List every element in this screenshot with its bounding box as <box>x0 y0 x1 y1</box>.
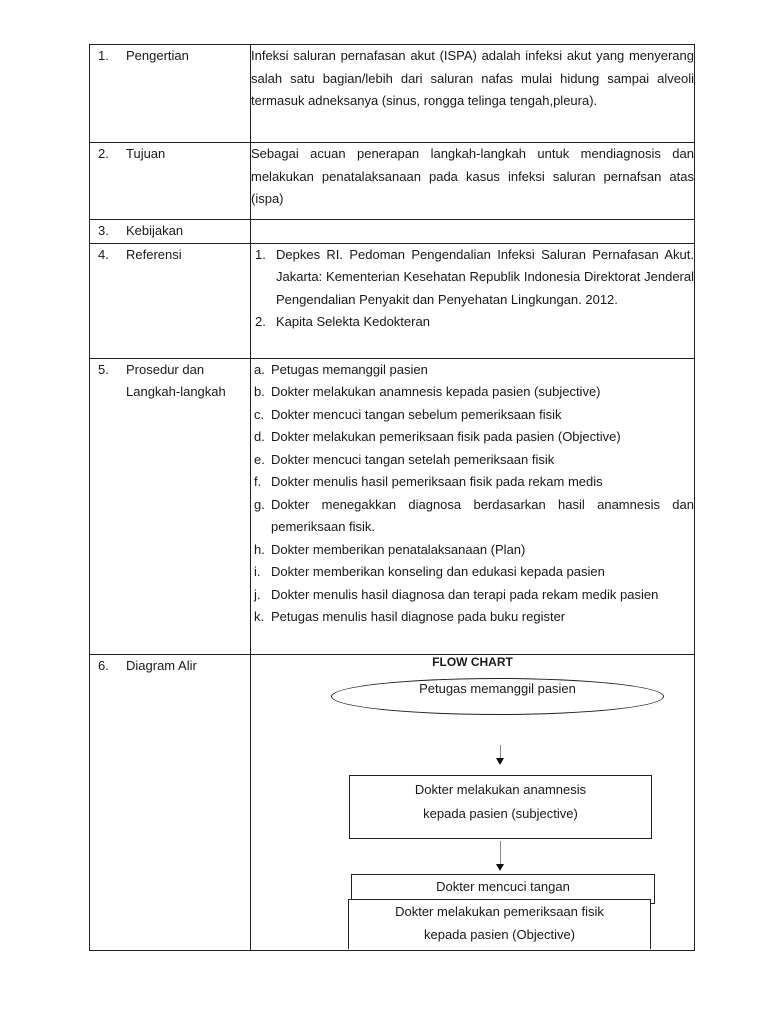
step-letter: g. <box>254 496 265 512</box>
step-text: Dokter melakukan anamnesis kepada pasien (subjective) <box>271 384 601 399</box>
step-text: Dokter melakukan pemeriksaan fisik pada pasien (Objective) <box>271 429 621 444</box>
list-item <box>253 584 694 607</box>
list-item <box>253 606 694 629</box>
flow-arrow-down-icon <box>496 841 506 871</box>
row-number: 2. <box>98 146 109 161</box>
row-label-cell <box>90 143 251 220</box>
reference-text: Kapita Selekta Kedokteran <box>276 314 430 329</box>
step-letter: h. <box>254 541 265 557</box>
step-letter: i. <box>254 564 261 579</box>
row-label-cell <box>90 654 251 950</box>
step-text: Petugas menulis hasil diagnose pada buku register <box>271 609 566 624</box>
flowchart-start-oval: Petugas memanggil pasien <box>331 678 664 715</box>
sop-table <box>89 44 695 951</box>
tujuan-text: Sebagai acuan penerapan langkah-langkah untuk mendiagnosis dan melakukan penatalaksanaan pada kasus infeksi saluran pernafsan atas (ispa) <box>251 143 695 220</box>
flow-arrow-down-icon <box>496 745 506 765</box>
referensi-cell <box>251 243 695 358</box>
list-number: 2. <box>255 314 266 329</box>
row-label: Referensi <box>126 246 182 262</box>
step-letter: c. <box>254 406 265 422</box>
list-item <box>251 311 694 334</box>
kebijakan-text <box>251 220 695 244</box>
flowchart-cell <box>251 654 695 950</box>
prosedur-cell <box>251 358 695 654</box>
row-label: Tujuan <box>126 146 166 161</box>
step-text: Dokter menulis hasil pemeriksaan fisik pada rekam medis <box>271 474 603 489</box>
list-item <box>253 426 694 449</box>
step-letter: j. <box>254 586 261 602</box>
pengertian-text: Infeksi saluran pernafasan akut (ISPA) adalah infeksi akut yang menyerang salah satu bagian/lebih dari saluran nafas mulai hidung sampai alveoli termasuk adneksanya (sinus, rongga telinga tengah,pleura). <box>251 45 695 143</box>
row-label-cell <box>90 220 251 244</box>
flowchart-step-anamnesis <box>349 775 652 839</box>
row-label-cell <box>90 358 251 654</box>
step-text: Dokter menegakkan diagnosa berdasarkan hasil anamnesis dan pemeriksaan fisik. <box>271 496 694 534</box>
step-letter: a. <box>254 361 265 377</box>
step-text: Dokter mencuci tangan setelah pemeriksaan fisik <box>271 451 555 467</box>
row-label: Kebijakan <box>126 223 184 238</box>
reference-text: Depkes RI. Pedoman Pengendalian Infeksi Saluran Pernafasan Akut. Jakarta: Kementerian Kesehatan Republik Indonesia Direktorat Jenderal Pengendalian Penyakit dan Penyehatan Lingkungan. 2012. <box>276 246 694 307</box>
row-number: 4. <box>98 246 109 262</box>
step-letter: d. <box>254 429 265 444</box>
list-number: 1. <box>255 246 266 262</box>
step-text: Dokter memberikan konseling dan edukasi kepada pasien <box>271 564 605 579</box>
flowchart-step-line: Dokter melakukan pemeriksaan fisik <box>395 903 604 919</box>
row-label: Pengertian <box>126 48 189 63</box>
step-letter: f. <box>254 474 262 489</box>
list-item <box>253 404 694 427</box>
list-item <box>253 494 694 539</box>
list-item <box>253 539 694 562</box>
row-pengertian <box>90 45 695 143</box>
flowchart-step-line: kepada pasien (subjective) <box>423 805 578 821</box>
step-text: Dokter menulis hasil diagnosa dan terapi pada rekam medik pasien <box>271 586 659 602</box>
step-text: Petugas memanggil pasien <box>271 361 428 377</box>
flowchart-step-line: Dokter melakukan anamnesis <box>414 781 587 797</box>
flowchart-step-line: kepada pasien (Objective) <box>423 926 576 942</box>
row-label: Diagram Alir <box>126 657 197 673</box>
list-item <box>253 449 694 472</box>
row-number: 1. <box>98 48 109 63</box>
row-diagram-alir <box>90 654 695 950</box>
row-number: 5. <box>98 361 109 377</box>
list-item <box>253 359 694 382</box>
list-item <box>253 561 694 584</box>
row-number: 3. <box>98 223 109 238</box>
list-item <box>253 471 694 494</box>
row-prosedur <box>90 358 695 654</box>
reference-list <box>251 244 694 334</box>
step-text: Dokter memberikan penatalaksanaan (Plan) <box>271 541 526 557</box>
list-item <box>253 381 694 404</box>
flowchart-title: FLOW CHART <box>432 654 513 669</box>
flowchart-step-pemeriksaan-fisik <box>348 899 651 949</box>
list-item <box>251 244 694 312</box>
step-letter: k. <box>254 609 265 624</box>
step-letter: b. <box>254 384 265 399</box>
step-letter: e. <box>254 451 265 467</box>
row-label: Prosedur dan Langkah-langkah <box>126 361 226 399</box>
flowchart-step-cuci-tangan: Dokter mencuci tangan <box>351 874 655 904</box>
procedure-steps <box>253 359 694 629</box>
row-referensi <box>90 243 695 358</box>
row-number: 6. <box>98 657 109 673</box>
row-label-cell <box>90 45 251 143</box>
step-text: Dokter mencuci tangan sebelum pemeriksaan fisik <box>271 406 562 422</box>
row-kebijakan <box>90 220 695 244</box>
row-label-cell <box>90 243 251 358</box>
row-tujuan <box>90 143 695 220</box>
flowchart <box>251 655 694 950</box>
